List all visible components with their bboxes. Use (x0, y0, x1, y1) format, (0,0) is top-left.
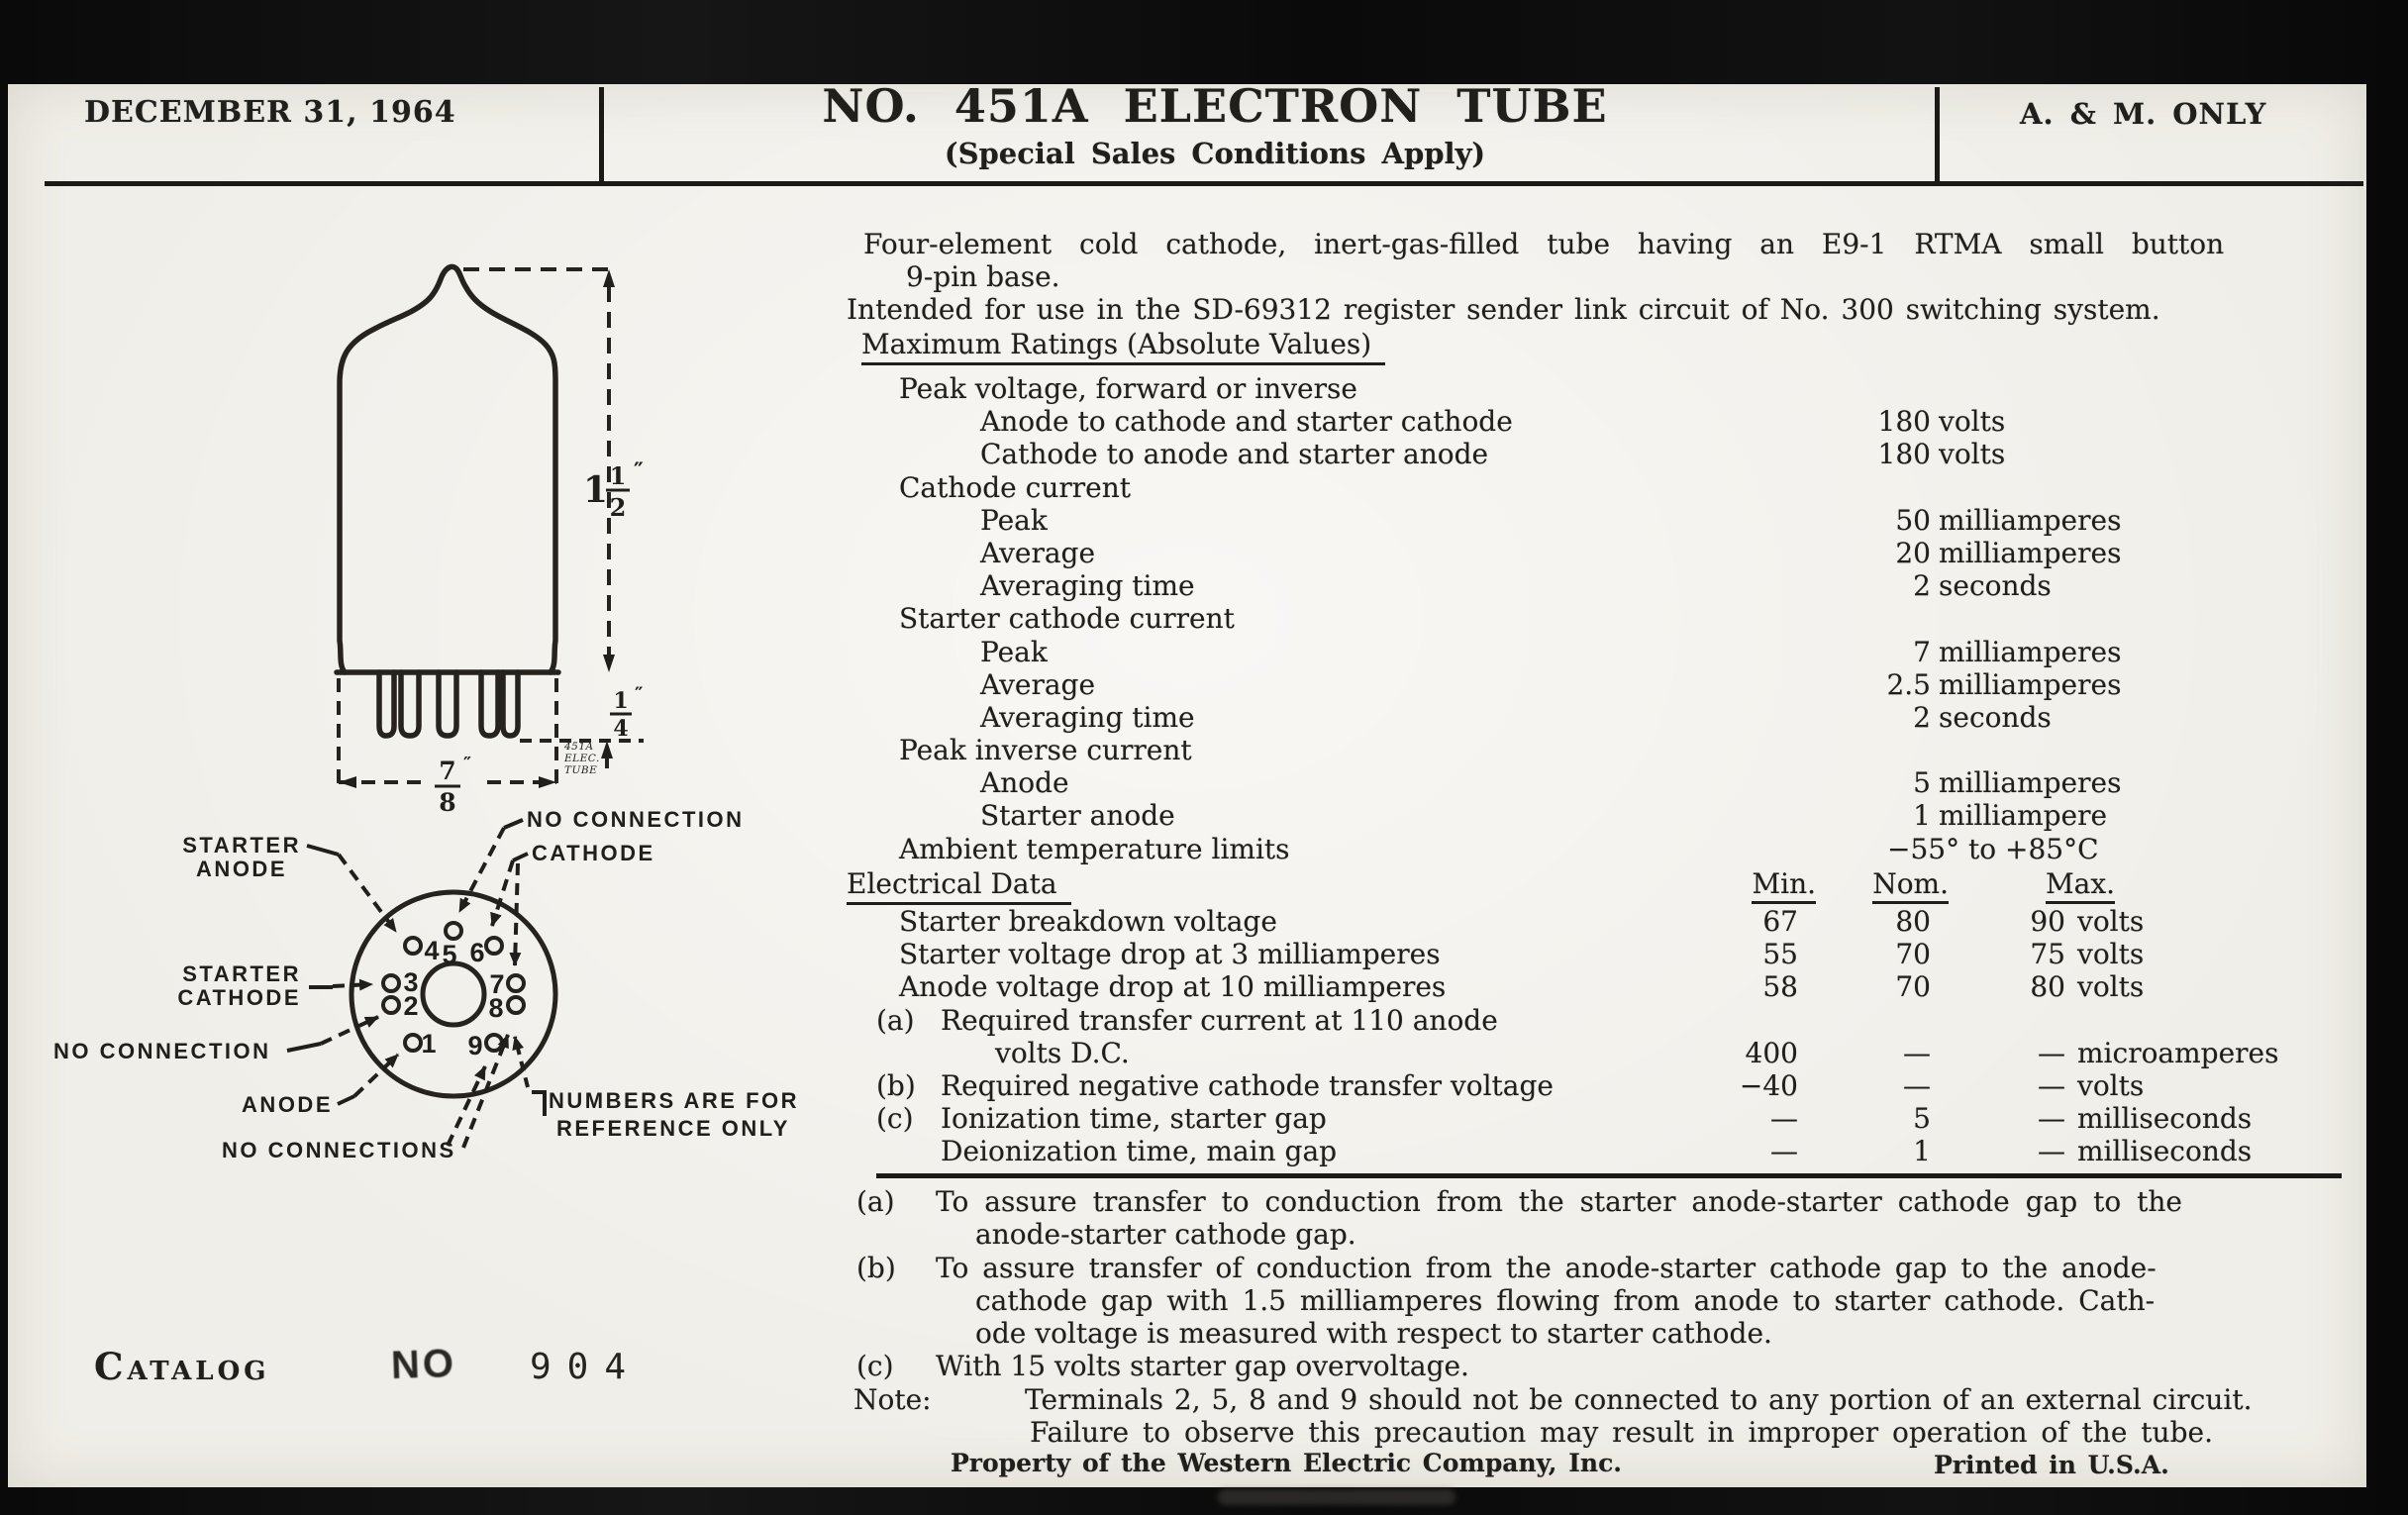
dim-width-num: 7 (439, 757, 456, 785)
electrical-label: Anode voltage drop at 10 milliamperes (899, 970, 1447, 1004)
rating-unit: milliamperes (1939, 667, 2122, 701)
min-value: 58 (1762, 970, 1798, 1004)
electrical-unit: volts (2077, 1068, 2145, 1102)
footnote-marker: (b) (856, 1251, 896, 1284)
column-header-min (1717, 867, 1816, 904)
label-reference-note-line2: REFERENCE ONLY (556, 1116, 790, 1141)
specifications-column (847, 226, 2344, 1498)
inch-mark: ″ (463, 754, 472, 774)
intro-line-2: 9-pin base. (906, 260, 1060, 293)
rating-value: −55° to +85°C (1887, 832, 2099, 865)
rating-unit: seconds (1939, 569, 2052, 603)
nom-value: 80 (1895, 905, 1931, 938)
footnotes (847, 1185, 2344, 1449)
electrical-label: Deionization time, main gap (941, 1135, 1338, 1168)
rating-value: 180 (1877, 405, 1931, 439)
pin-1 (405, 1035, 421, 1051)
max-value: — (2038, 1036, 2065, 1069)
pin-7 (508, 975, 524, 991)
pin-2 (383, 997, 399, 1013)
rating-unit: milliampere (1939, 799, 2108, 833)
rating-label: Anode to cathode and starter cathode (980, 405, 1513, 439)
inch-mark: ″ (635, 683, 644, 705)
page-subtitle: (Special Sales Conditions Apply) (944, 137, 1486, 170)
min-value: −40 (1739, 1068, 1798, 1102)
rating-unit: seconds (1939, 700, 2052, 734)
rating-unit: volts (1939, 405, 2006, 439)
page-title: NO. 451A ELECTRON TUBE (822, 79, 1608, 133)
max-value: — (2038, 1102, 2065, 1136)
footnote-text: cathode gap with 1.5 milliamperes flowing from anode to starter cathode. Cath- (975, 1283, 2156, 1317)
electrical-row (847, 938, 2344, 970)
min-value: — (1770, 1102, 1798, 1136)
min-value: 55 (1762, 938, 1798, 971)
pin-number-2: 2 (403, 991, 419, 1021)
label-no-connections: NO CONNECTIONS (222, 1138, 456, 1162)
electrical-unit: volts (2077, 970, 2145, 1004)
pin-8 (508, 997, 524, 1013)
label-cathode: CATHODE (532, 841, 655, 865)
rating-label: Cathode current (899, 470, 1131, 504)
rating-unit: volts (1939, 438, 2006, 471)
rating-unit: milliamperes (1939, 536, 2122, 569)
footnote-marker: (c) (876, 1102, 914, 1136)
electrical-label: Required negative cathode transfer voltage (941, 1068, 1554, 1102)
footnote-line (847, 1252, 2344, 1284)
footnote-text: anode-starter cathode gap. (975, 1218, 1356, 1252)
rating-label: Averaging time (980, 569, 1195, 603)
electrical-label: volts D.C. (995, 1036, 1130, 1069)
tube-and-base-diagram (40, 252, 832, 1173)
rating-row (847, 569, 2344, 602)
electrical-label: Starter voltage drop at 3 milliamperes (899, 938, 1441, 971)
note-marker: Note: (853, 1382, 932, 1416)
inch-mark: ″ (634, 458, 644, 484)
electrical-data-heading-row (847, 867, 2344, 905)
rating-label: Average (980, 667, 1096, 701)
tiny-note-line: TUBE (564, 764, 598, 776)
rating-label: Anode (980, 766, 1069, 800)
column-header-nom-text: Nom. (1872, 867, 1949, 904)
footnote-marker: (c) (856, 1350, 894, 1383)
tube-pin (379, 672, 394, 736)
column-header-max-text: Max. (2046, 867, 2115, 904)
rating-label: Peak (980, 635, 1048, 668)
rating-row (847, 438, 2344, 470)
intro-line-3: Intended for use in the SD-69312 register sender link circuit of No. 300 switching system. (847, 293, 2160, 326)
footnote-line (847, 1317, 2344, 1350)
tiny-note-line: 451A (564, 741, 594, 753)
nom-value: — (1903, 1036, 1931, 1069)
dim-height-whole: 1 (583, 469, 609, 511)
pin-number-8: 8 (488, 993, 504, 1023)
max-value: 80 (2030, 970, 2065, 1004)
width-dimension-label (435, 754, 471, 817)
rating-value: 7 (1913, 635, 1931, 668)
max-ratings-heading-text: Maximum Ratings (Absolute Values) (861, 328, 1385, 365)
label-starter-anode-line2: ANODE (196, 857, 287, 881)
dim-pin-den: 4 (613, 716, 629, 742)
footnote-marker: (a) (856, 1185, 895, 1218)
footnote-line (847, 1218, 2344, 1251)
footnote-text: ode voltage is measured with respect to starter cathode. (975, 1317, 1772, 1351)
footnote-marker: (a) (876, 1003, 915, 1037)
max-value: — (2038, 1135, 2065, 1168)
catalog-no-stamp: NO (390, 1341, 457, 1388)
footnote-text: To assure transfer of conduction from the anode-starter cathode gap to the anode- (936, 1251, 2157, 1284)
electrical-heading (847, 867, 1071, 905)
rating-row (847, 668, 2344, 701)
rating-row (847, 405, 2344, 438)
rating-unit: milliamperes (1939, 766, 2122, 800)
column-header-nom (1850, 867, 1949, 904)
pin-number-4: 4 (424, 936, 440, 965)
rating-label: Ambient temperature limits (899, 832, 1290, 865)
rating-row (847, 799, 2344, 832)
rating-value: 180 (1877, 438, 1931, 471)
rating-value: 2 (1913, 700, 1931, 734)
rating-value: 20 (1895, 536, 1931, 569)
min-value: — (1770, 1135, 1798, 1168)
column-header-min-text: Min. (1752, 867, 1816, 904)
pin-3 (383, 975, 399, 991)
label-no-connection-top: NO CONNECTION (527, 807, 745, 832)
footnote-text: To assure transfer to conduction from the starter anode-starter cathode gap to the (936, 1185, 2182, 1218)
electrical-unit: volts (2077, 938, 2145, 971)
tube-pin (401, 672, 419, 736)
max-value: 75 (2030, 938, 2065, 971)
footnote-line (847, 1416, 2344, 1449)
pin-5 (446, 923, 461, 939)
min-value: 400 (1745, 1036, 1798, 1069)
nom-value: 70 (1895, 970, 1931, 1004)
catalog-label: Catalog (94, 1345, 270, 1388)
electrical-label: Required transfer current at 110 anode (941, 1003, 1498, 1037)
rating-row (847, 471, 2344, 504)
column-header-max (2046, 867, 2115, 904)
label-starter-cathode-line2: CATHODE (177, 985, 301, 1010)
min-value: 67 (1762, 905, 1798, 938)
header-divider-left (599, 87, 604, 182)
nom-value: 5 (1913, 1102, 1931, 1136)
tube-pin (503, 672, 518, 736)
audience-label: A. & M. ONLY (2020, 97, 2267, 131)
electrical-row (847, 970, 2344, 1003)
nom-value: 70 (1895, 938, 1931, 971)
electrical-label: Ionization time, starter gap (941, 1102, 1327, 1136)
tube-outline (337, 266, 558, 736)
electrical-unit: milliseconds (2077, 1102, 2253, 1136)
rating-row (847, 701, 2344, 734)
tube-pin (439, 672, 456, 736)
rating-row (847, 636, 2344, 668)
electrical-row (847, 1004, 2344, 1037)
rating-unit: milliamperes (1939, 635, 2122, 668)
pin-number-1: 1 (421, 1029, 437, 1059)
electrical-row (847, 1102, 2344, 1135)
property-notice: Property of the Western Electric Company, Inc. (951, 1449, 1623, 1477)
max-value: 90 (2030, 905, 2065, 938)
electrical-label: Starter breakdown voltage (899, 905, 1277, 938)
rating-row (847, 734, 2344, 766)
note-text: Failure to observe this precaution may result in improper operation of the tube. (1030, 1416, 2213, 1450)
pin-9 (486, 1035, 502, 1051)
label-starter-anode-line1: STARTER (182, 833, 301, 858)
dim-height-num: 1 (609, 461, 627, 490)
label-starter-cathode-line1: STARTER (182, 961, 301, 986)
catalog-number: 904 (530, 1347, 643, 1387)
rating-label: Cathode to anode and starter anode (980, 438, 1489, 471)
rating-label: Peak inverse current (899, 734, 1192, 767)
pin-number-7: 7 (489, 969, 505, 999)
height-dimension-label (583, 458, 644, 522)
rating-row (847, 833, 2344, 865)
note-text: Terminals 2, 5, 8 and 9 should not be connected to any portion of an external circuit. (1025, 1382, 2253, 1416)
footnote-line (847, 1284, 2344, 1317)
electrical-row (847, 1069, 2344, 1102)
electrical-row (847, 1037, 2344, 1069)
intro-line-1: Four-element cold cathode, inert-gas-filled tube having an E9-1 RTMA small button (863, 228, 2225, 260)
rating-unit: milliamperes (1939, 503, 2122, 537)
nom-value: 1 (1913, 1135, 1931, 1168)
rating-value: 2.5 (1886, 667, 1931, 701)
dim-width-den: 8 (439, 788, 456, 817)
pin-number-9: 9 (467, 1031, 483, 1060)
pin-6 (486, 938, 502, 954)
rating-label: Starter anode (980, 799, 1175, 833)
rating-value: 2 (1913, 569, 1931, 603)
electrical-unit: milliseconds (2077, 1135, 2253, 1168)
rating-label: Starter cathode current (899, 602, 1235, 636)
issue-date: DECEMBER 31, 1964 (84, 95, 456, 130)
printed-in-notice: Printed in U.S.A. (1934, 1451, 2169, 1479)
tiny-note-line: ELEC. (564, 753, 600, 764)
pin-number-6: 6 (469, 938, 485, 967)
nom-value: — (1903, 1068, 1931, 1102)
table-bottom-rule (876, 1173, 2342, 1178)
footnote-marker: (b) (876, 1068, 916, 1102)
header-rule (45, 181, 2363, 186)
rating-label: Averaging time (980, 700, 1195, 734)
tube-pin (481, 672, 498, 736)
label-reference-note-line1: NUMBERS ARE FOR (549, 1088, 800, 1113)
rating-value: 50 (1895, 503, 1931, 537)
dim-pin-num: 1 (613, 688, 629, 714)
dimension-lines (339, 269, 644, 792)
rating-row (847, 537, 2344, 569)
footnote-text: With 15 volts starter gap overvoltage. (936, 1350, 1469, 1383)
rating-label: Peak (980, 503, 1048, 537)
max-ratings-heading (861, 328, 1385, 365)
tiny-tube-note (563, 741, 600, 776)
max-ratings-table (847, 372, 2344, 865)
electrical-row (847, 905, 2344, 938)
pin-dimension-label (610, 683, 644, 742)
rating-row (847, 504, 2344, 537)
label-no-connection-left: NO CONNECTION (53, 1039, 271, 1063)
footnote-line (847, 1383, 2344, 1416)
rating-label: Peak voltage, forward or inverse (899, 372, 1357, 405)
rating-row (847, 372, 2344, 405)
rating-row (847, 766, 2344, 799)
electrical-row (847, 1135, 2344, 1167)
electrical-data-table (847, 905, 2344, 1168)
label-anode: ANODE (242, 1092, 333, 1117)
footnote-line (847, 1350, 2344, 1382)
pin-number-3: 3 (403, 967, 419, 997)
dim-height-den: 2 (609, 493, 627, 522)
header-divider-right (1935, 87, 1940, 182)
pin-number-5: 5 (442, 940, 457, 969)
electrical-unit: volts (2077, 905, 2145, 938)
electrical-heading-text: Electrical Data (847, 867, 1071, 905)
rating-label: Average (980, 536, 1096, 569)
rating-value: 5 (1913, 766, 1931, 800)
footnote-line (847, 1185, 2344, 1218)
pin-4 (405, 938, 421, 954)
rating-value: 1 (1913, 799, 1931, 833)
max-value: — (2038, 1068, 2065, 1102)
electrical-unit: microamperes (2077, 1036, 2279, 1069)
rating-row (847, 602, 2344, 635)
